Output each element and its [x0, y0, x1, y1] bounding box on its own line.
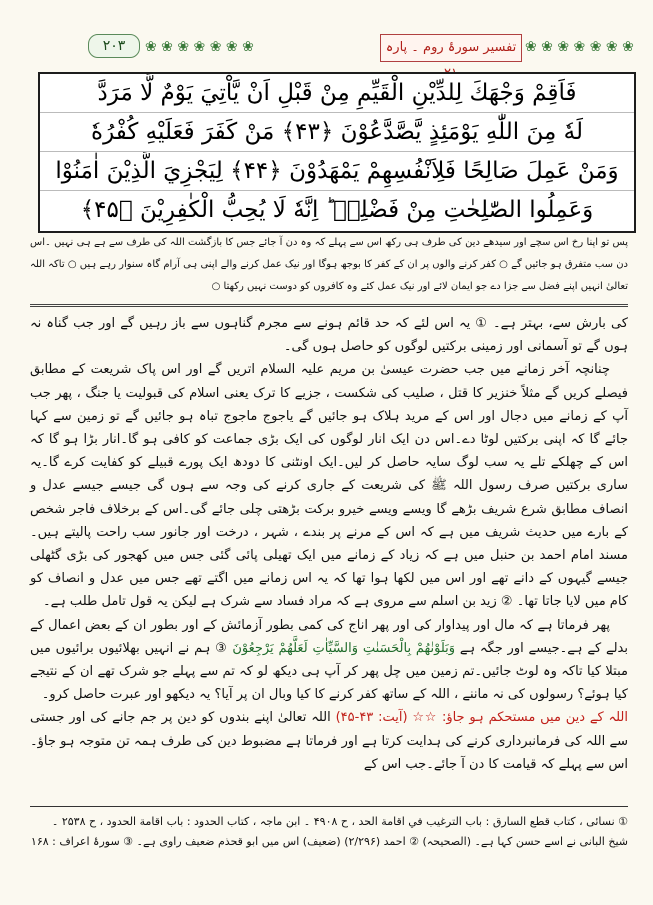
header-ornament: ❀ ❀ ❀ ❀ ❀ ❀ ❀: [145, 39, 254, 55]
divider: [30, 304, 628, 305]
verse-translation: پس تو اپنا رخ اس سچے اور سیدھے دین کی طرف ہی رکھ اس سے پہلے کہ وہ دن آ جائے جس کا بازگشت اللہ کی طرف سے ہے ہی نہیں ۔اس دن سب متفرق ہو جائیں گے ○ کفر کرنے والوں پر ان کے کفر کا بوجھ ہوگا اور نیک عمل کرنے والے اپنی ہی آرام گاہ سنوار رہے ہیں ○ تاکہ اللہ تعالیٰ انہیں اپنے فضل سے جزا دے جو ایمان لائے اور نیک عمل کئے وہ کافروں کو دوست نہیں رکھتا ○: [30, 237, 628, 292]
commentary-paragraph: [30, 614, 628, 707]
commentary-paragraph: [30, 706, 628, 776]
footnotes: [30, 812, 628, 852]
header-ornament-right: ❀ ❀ ❀ ❀ ❀ ❀ ❀: [525, 39, 634, 55]
verse-line: وَعَمِلُوا الصّٰلِحٰتِ مِنْ فَضْلِهٖ ؕ اِنَّهٗ لَا يُحِبُّ الْكٰفِرِيْنَ ﴿۴۵﴾: [80, 197, 594, 223]
paragraph-text: پھر فرماتا ہے کہ مال اور پیداوار کی اور پھر اناج کی کمی بطور آزمائش کے اور بطور ان کے بعض اعمال کے بدلے کے ہے۔جیسے اور جگہ ہے: [30, 617, 628, 656]
verse-line: وَمَنْ عَمِلَ صَالِحًا فَلِاَنْفُسِهِمْ يَمْهَدُوْنَ ﴿۴۴﴾ لِيَجْزِيَ الَّذِيْنَ اٰمَنُوْا: [40, 152, 634, 191]
quran-verse-box: [38, 72, 636, 233]
footnote: شیخ البانی نے اسے حسن کہا ہے۔ (الصحیحہ) ② احمد (۲/۲۹۶) (ضعیف) اس میں ابو قحذم ضعیف راوی ہے۔ ③ سورۂ اعراف : ۱۶۸: [30, 835, 628, 848]
verse-line: فَاَقِمْ وَجْهَكَ لِلدِّيْنِ الْقَيِّمِ مِنْ قَبْلِ اَنْ يَّاْتِيَ يَوْمٌ لَّا مَرَدَّ: [40, 74, 634, 113]
verse-line: لَهٗ مِنَ اللّٰهِ يَوْمَئِذٍ يَّصَّدَّعُوْنَ ﴿۴۳﴾ مَنْ كَفَرَ فَعَلَيْهِ كُفْرُهٗ: [40, 113, 634, 152]
commentary-paragraph: چنانچہ آخر زمانے میں جب حضرت عیسیٰ بن مریم علیہ السلام اتریں گے اور اس پاک شریعت کے مطابق فیصلے کریں گے مثلاً خنزیر کا قتل ، صلیب کی شکست ، جزیے کا ترک یعنی اسلام کی قبولیت یا جنگ ، پھر جب آپ کے زمانے میں دجال اور اس کے مرید ہلاک ہو جائیں گے یاجوج ماجوج تباہ ہو جائیں گے تو زمین سے کہا جائے گا کہ اپنی برکتیں لوٹا دے۔اس دن ایک انار لوگوں کی ایک بڑی جماعت کو کافی ہو گا۔انار بڑا ہو گا کہ اس کے چھلکے تلے یہ سب لوگ سایہ حاصل کر لیں۔ایک اونٹنی کا دودھ ایک پورے قبیلے کو کفایت کرے گا۔یہ ساری برکتیں صرف رسول اللہ ﷺ کی شریعت کے جاری کرنے کی وجہ سے ہوں گی جیسے جیسے عدل و انصاف مطابق شرع شریف بڑھے گا ویسے ویسے خیرو برکت بڑھتی چلی جائے گی۔اس کے برخلاف فاجر شخص کے بارے میں حدیث شریف میں ہے کہ اس کے مرنے پر بندے ، شہر ، درخت اور جانور سب راحت پالیتے ہیں۔مسند امام احمد بن حنبل میں ہے کہ زیاد کے زمانے میں ایک تھیلی پائی گئی جس میں کھجور کی بڑی گٹھلی جیسے گیہوں کے دانے تھے اور اس میں لکھا ہوا تھا کہ یہ اس زمانے میں اگتے تھے جس میں عدل و انصاف کو کام میں لایا جاتا تھا۔ ② زید بن اسلم سے مروی ہے کہ مراد فساد سے شرک ہے لیکن یہ قول تامل طلب ہے۔: [30, 362, 628, 610]
divider: [30, 306, 628, 307]
section-heading: اللہ کے دین میں مستحکم ہو جاؤ: ☆☆ (آیت: ۴۳-۴۵): [335, 710, 628, 726]
commentary-paragraph: کی بارش سے، بہتر ہے۔ ① یہ اس لئے کہ حد قائم ہونے سے مجرم گناہوں سے باز رہیں گے اور جب گناہ نہ ہوں گے تو آسمانی اور زمینی برکتیں لوگوں کو حاصل ہوں گی۔: [30, 316, 628, 355]
page-header: [0, 26, 653, 68]
quran-quote: وَبَلَوْنٰهُمْ بِالْحَسَنٰتِ وَالسَّيِّاٰتِ لَعَلَّهُمْ يَرْجِعُوْنَ: [232, 640, 456, 656]
paragraph-text: اللہ تعالیٰ اپنے بندوں کو دین پر جم جانے کی اور جستی سے اللہ کی فرمانبرداری کرنے کی ہدایت کرتا ہے اور فرماتا ہے مضبوط دین کی طرف ہمہ تن متوجہ ہو جاؤ۔اس سے پہلے کہ قیامت کا دن آ جائے۔جب اس کے: [30, 710, 628, 772]
tafsir-commentary: [30, 312, 628, 794]
footnote: ① نسائی ، کتاب قطع السارق : باب الترغيب في اقامة الحد ، ح ۴۹۰۸ ۔ ابن ماجہ ، کتاب الحدود : باب اقامة الحدود ، ح ۲۵۳۸ ۔: [51, 815, 628, 828]
page-number: ۲۰۳: [88, 34, 140, 58]
footnote-divider: [30, 806, 628, 807]
paragraph-text: ③ ہم نے انہیں بھلائیوں برائیوں میں مبتلا کیا تاکہ وہ لوٹ جائیں۔تم زمین میں چل پھر کر آپ ہی دیکھ لو کہ تم سے پہلے جو شرک تھے ان کے نتیجے کیا ہوئے؟ رسولوں کی نہ ماننے ، اللہ کے ساتھ کفر کرنے کا کیا وبال ان پر آیا؟ یہ دیکھو اور عبرت حاصل کرو۔: [30, 640, 628, 703]
running-title: تفسیر سورۂ روم ۔ پارہ: [380, 34, 522, 62]
